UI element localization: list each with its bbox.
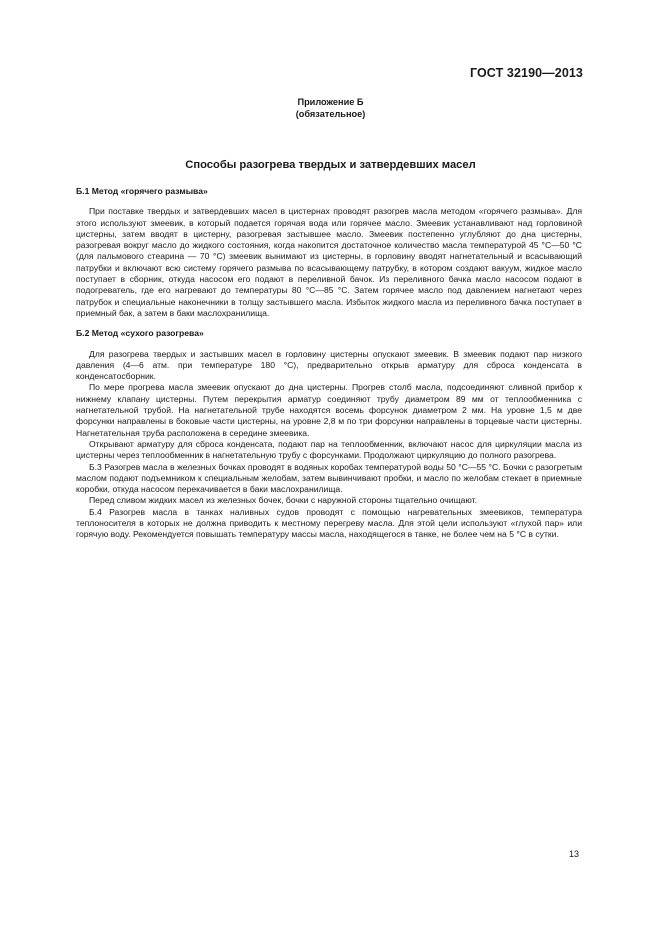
paragraph: По мере прогрева масла змеевик опускают до дна цистерны. Прогрев столб масла, подсоединяют сливной прибор к нижнему клапану цистерны. Путем перекрытия арматур соединяют трубу диаметром 89 мм от теплообменника с нагнетательной трубой. На нагнетательной трубе находятся восемь форсунок диаметром 2 мм. На уровне 1,5 м две форсунки направлены в боковые части цистерны, на уровне 2,8 м по три форсунки направлены в торцевые части цистерны. Нагнетательная труба расположена в середине змеевика. — [76, 382, 582, 438]
paragraph: Открывают арматуру для сброса конденсата, подают пар на теплообменник, включают насос для циркуляции масла из цистерны через теплообменник в нагнетательную трубу с форсунками. Продолжают циркуляцию до полного разогрева. — [76, 438, 582, 461]
standard-number: ГОСТ 32190—2013 — [469, 66, 583, 80]
section-b2 — [76, 328, 582, 540]
document-body — [76, 186, 582, 541]
appendix-block — [0, 96, 661, 120]
section-heading: Б.2 Метод «сухого разогрева» — [76, 328, 204, 339]
paragraph: Б.4 Разогрев масла в танках наливных судов проводят с помощью нагревательных змеевиков, температура теплоносителя в которых не должна приводить к местному перегреву масла. Для этой цели используют «глухой пар» или горячую воду. Рекомендуется повышать температуру массы масла, находящегося в танке, не более чем на 5 °С в сутки. — [76, 506, 582, 540]
document-title: Способы разогрева твердых и затвердевших масел — [185, 159, 476, 171]
paragraph: Перед сливом жидких масел из железных бочек, бочки с наружной стороны тщательно очищают. — [89, 495, 478, 506]
paragraph: Б.3 Разогрев масла в железных бочках проводят в водяных коробах температурой воды 50 °С—55 °С. Бочки с разогретым маслом подают подъемником к специальным желобам, затем вывинчивают пробки, и масло по желобам стекает в приемные коробки, откуда насосом перекачивается в баки маслохранилища. — [76, 461, 582, 495]
section-heading: Б.1 Метод «горячего размыва» — [76, 186, 208, 196]
appendix-status: (обязательное) — [295, 109, 366, 119]
page-number: 13 — [568, 849, 579, 859]
section-b1 — [76, 186, 582, 319]
paragraph: При поставке твердых и затвердевших масел в цистернах проводят разогрев масла методом «горячего размыва». Для этого используют змеевик, в который подается горячая вода или горячее масло. Змеевик устанавливают над горловиной цистерны, затем вводят в цистерну, разогревая застывшее масло. Змеевик постепенно углубляют до дна цистерны, разогревая вокруг масло до жидкого состояния, когда накопится достаточное количество масла температурой 45 °С—50 °С (для пальмового стеарина — 70 °С) змеевик вынимают из цистерны, в горловину вводят нагнетательный и всасывающий патрубки и включают всю систему горячего размыва по всасывающему патрубку, в котором создают вакуум, жидкое масло поступает в сборник, откуда насосом его подают в переливной бачок. Из переливного бачка масло насосом подают в подогреватель, где его нагревают до температуры 80 °С—85 °С. Затем горячее масло под давлением нагнетают через патрубок и специальные наконечники в толщу застывшего масла. Избыток жидкого масла из переливного бачка поступает в приемный бак, а затем в баки маслохранилища. — [76, 206, 582, 318]
paragraph: Для разогрева твердых и застывших масел в горловину цистерны опускают змеевик. В змеевик подают пар низкого давления (4—6 атм. при температуре 180 °С), предварительно открыв арматуру для сброса конденсата в конденсатосборник. — [76, 348, 582, 382]
appendix-label: Приложение Б — [297, 97, 364, 107]
